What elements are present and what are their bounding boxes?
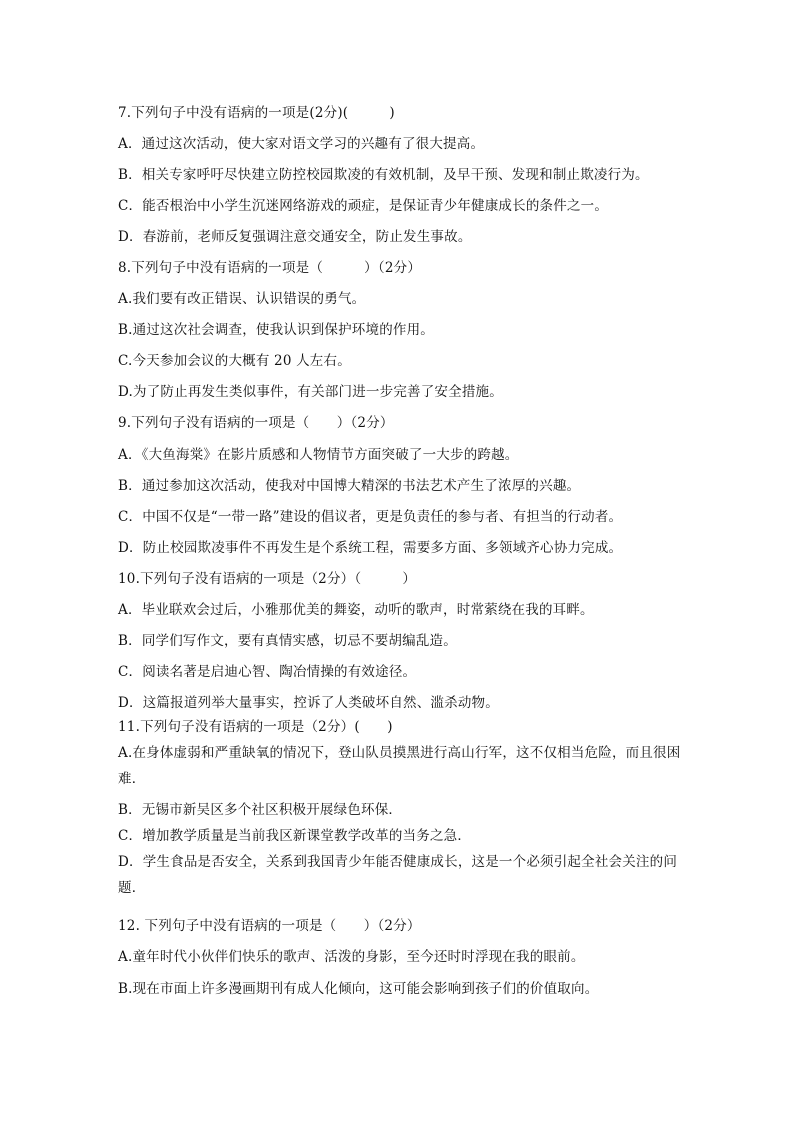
question-11-option-b: B．无锡市新吴区多个社区积极开展绿色环保． (118, 802, 403, 818)
question-7-option-b: B．相关专家呼吁尽快建立防控校园欺凌的有效机制，及早干预、发现和制止欺凌行为。 (118, 167, 649, 183)
question-10-option-a: A．毕业联欢会过后，小雅那优美的舞姿，动听的歌声，时常萦绕在我的耳畔。 (118, 602, 594, 618)
question-10-option-d: D．这篇报道列举大量事实，控诉了人类破坏自然、滥杀动物。 (118, 695, 499, 711)
question-11-option-a: A.在身体虚弱和严重缺氧的情况下，登山队员摸黑进行高山行军，这不仅相当危险，而且很困难． (118, 745, 681, 787)
question-9-option-b: B．通过参加这次活动，使我对中国博大精深的书法艺术产生了浓厚的兴趣。 (118, 478, 581, 494)
question-10-option-c: C．阅读名著是启迪心智、陶冶情操的有效途径。 (118, 664, 417, 680)
question-11-stem: 11.下列句子没有语病的一项是（2分）( ) (118, 719, 393, 735)
question-7-option-a: A．通过这次活动，使大家对语文学习的兴趣有了很大提高。 (118, 136, 485, 152)
question-8-stem: 8.下列句子中没有语病的一项是（ ）（2分） (118, 260, 422, 276)
question-11-option-c: C．增加教学质量是当前我区新课堂教学改革的当务之急． (118, 828, 472, 844)
question-12-option-a: A.童年时代小伙伴们快乐的歌声、活泼的身影，至今还时时浮现在我的眼前。 (118, 949, 585, 965)
question-7-stem: 7.下列句子中没有语病的一项是(2分)( ) (118, 105, 395, 121)
question-7-option-d: D．春游前，老师反复强调注意交通安全，防止发生事故。 (118, 229, 472, 245)
question-12-option-b: B.现在市面上许多漫画期刊有成人化倾向，这可能会影响到孩子们的价值取向。 (118, 981, 599, 997)
question-9-option-d: D．防止校园欺凌事件不再发生是个系统工程，需要多方面、多领域齐心协力完成。 (118, 540, 623, 556)
question-9-stem: 9.下列句子没有语病的一项是（ ）（2分） (118, 415, 394, 431)
question-12-stem: 12. 下列句子中没有语病的一项是（ ）（2分） (118, 918, 421, 934)
question-7-option-c: C．能否根治中小学生沉迷网络游戏的顽症，是保证青少年健康成长的条件之一。 (118, 198, 609, 214)
question-9-option-c: C．中国不仅是“一带一路”建设的倡议者，更是负责任的参与者、有担当的行动者。 (118, 509, 623, 525)
question-8-option-b: B.通过这次社会调查，使我认识到保护环境的作用。 (118, 322, 435, 338)
question-8-option-a: A.我们要有改正错误、认识错误的勇气。 (118, 291, 366, 307)
question-11-option-d: D．学生食品是否安全，关系到我国青少年能否健康成长，这是一个必须引起全社会关注的问题． (118, 854, 678, 896)
question-10-option-b: B．同学们写作文，要有真情实感，切忌不要胡编乱造。 (118, 633, 457, 649)
question-9-option-a: A．《大鱼海棠》在影片质感和人物情节方面突破了一大步的跨越。 (118, 447, 519, 463)
question-8-option-c: C.今天参加会议的大概有 20 人左右。 (118, 353, 351, 369)
question-8-option-d: D.为了防止再发生类似事件，有关部门进一步完善了安全措施。 (118, 384, 503, 400)
question-10-stem: 10.下列句子没有语病的一项是（2分）（ ） (118, 571, 417, 587)
